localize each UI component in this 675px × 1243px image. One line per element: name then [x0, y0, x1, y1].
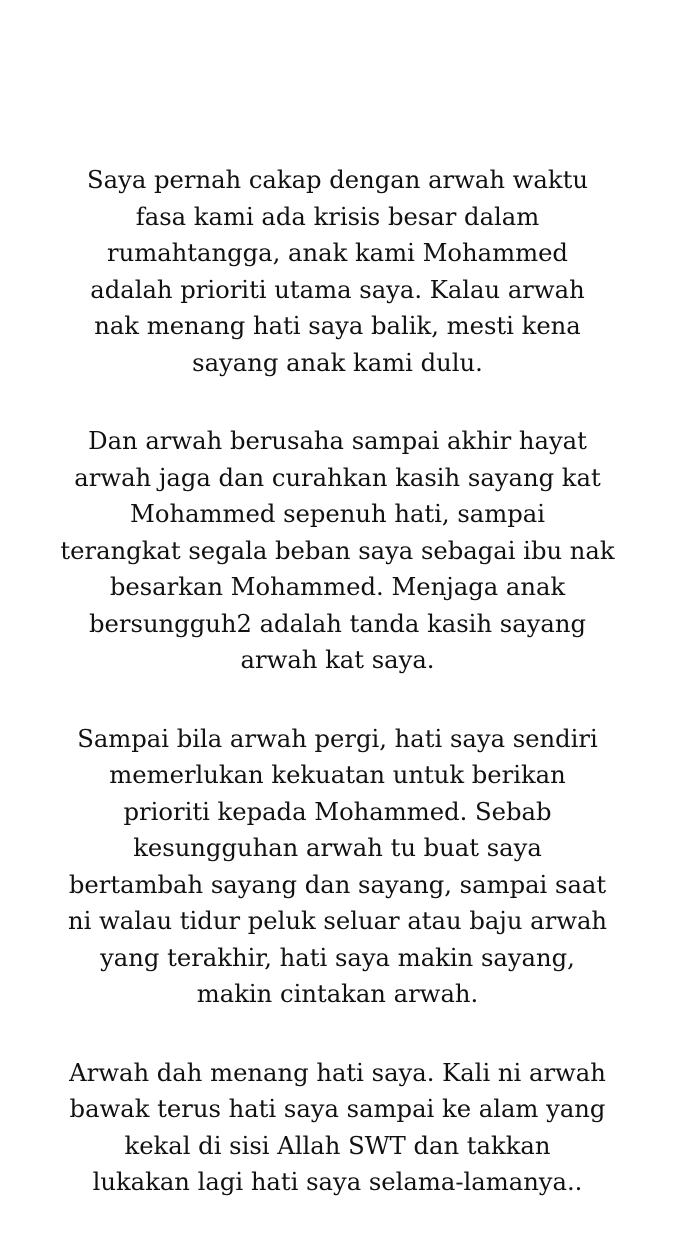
- text-line: prioriti kepada Mohammed. Sebab: [123, 796, 552, 826]
- text-line: fasa kami ada krisis besar dalam: [135, 201, 540, 231]
- text-line: bersungguh2 adalah tanda kasih sayang: [89, 608, 586, 638]
- text-line: ni walau tidur peluk seluar atau baju arwah: [67, 906, 608, 935]
- text-line: Mohammed sepenuh hati, sampai: [130, 499, 545, 528]
- text-line: bertambah sayang dan sayang, sampai saat: [68, 869, 607, 899]
- text-line: Dan arwah berusaha sampai akhir hayat: [88, 426, 587, 455]
- text-line: yang terakhir, hati saya makin sayang,: [100, 942, 575, 972]
- text-line: adalah prioriti utama saya. Kalau arwah: [90, 274, 585, 304]
- text-line: kesungguhan arwah tu buat saya: [133, 833, 542, 862]
- text-line: kekal di sisi Allah SWT dan takkan: [124, 1130, 551, 1160]
- text-line: bawak terus hati saya sampai ke alam yang: [69, 1094, 606, 1123]
- text-line: Sampai bila arwah pergi, hati saya sendiri: [77, 723, 598, 753]
- paragraph-4: [0, 1055, 675, 1201]
- paragraph-1: [0, 162, 675, 381]
- story-text: [0, 162, 675, 1243]
- text-line: sayang anak kami dulu.: [192, 347, 483, 377]
- text-line: Arwah dah menang hati saya. Kali ni arwah: [69, 1057, 606, 1087]
- paragraph-3: [0, 721, 675, 1013]
- text-line: Saya pernah cakap dengan arwah waktu: [87, 165, 588, 194]
- text-line: besarkan Mohammed. Menjaga anak: [109, 572, 566, 601]
- text-line: rumahtangga, anak kami Mohammed: [107, 238, 568, 267]
- text-line: makin cintakan arwah.: [196, 979, 479, 1008]
- text-line: lukakan lagi hati saya selama-lamanya..: [92, 1167, 583, 1196]
- text-line: arwah kat saya.: [240, 645, 435, 674]
- text-line: memerlukan kekuatan untuk berikan: [109, 760, 566, 789]
- text-line: arwah jaga dan curahkan kasih sayang kat: [74, 462, 601, 492]
- paragraph-2: [0, 423, 675, 679]
- text-line: nak menang hati saya balik, mesti kena: [94, 311, 581, 340]
- text-line: terangkat segala beban saya sebagai ibu nak: [60, 535, 615, 565]
